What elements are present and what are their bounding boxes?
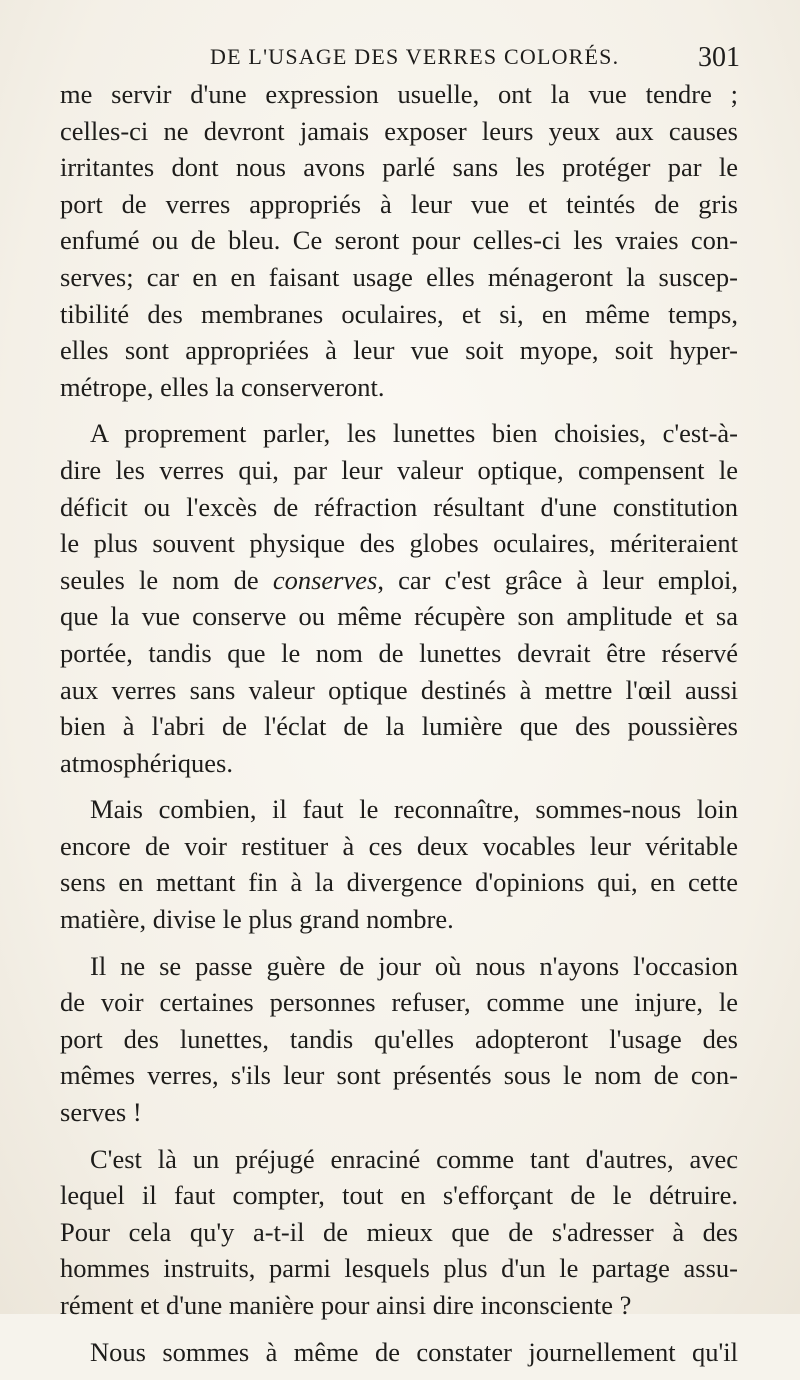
text-line: Nous sommes à même de constater journellement qu'il — [90, 1336, 738, 1367]
paragraph-2 — [60, 415, 738, 781]
italic-term: conserves — [272, 564, 378, 595]
text-line: matière, divise le plus grand nombre. — [60, 904, 454, 935]
text-line: elles sont appropriées à leur vue soit myope, soit hyper- — [60, 335, 738, 366]
text-line-with-italic — [60, 562, 738, 599]
text-line: sens en mettant fin à la divergence d'opinions qui, en cette — [60, 867, 738, 898]
paragraph-1 — [60, 76, 738, 405]
text-line: encore de voir restituer à ces deux vocables leur véritable — [60, 830, 738, 861]
text-line: lequel il faut compter, tout en s'efforçant de le détruire. — [60, 1180, 738, 1211]
text-line: irritantes dont nous avons parlé sans les protéger par le — [60, 152, 738, 183]
paragraph-5 — [60, 1141, 738, 1324]
paragraph-4 — [60, 948, 738, 1131]
text-fragment: seules le nom de — [60, 564, 259, 595]
text-line: Mais combien, il faut le reconnaître, sommes-nous loin — [90, 794, 738, 825]
paragraph-3 — [60, 791, 738, 937]
text-line: rément et d'une manière pour ainsi dire inconsciente ? — [60, 1290, 632, 1320]
text-line: serves ! — [60, 1097, 142, 1128]
text-line: de voir certaines personnes refuser, comme une injure, le — [60, 987, 738, 1018]
text-line: mêmes verres, s'ils leur sont présentés sous le nom de con- — [60, 1060, 738, 1091]
text-line: celles-ci ne devront jamais exposer leurs yeux aux causes — [60, 115, 738, 146]
text-fragment: , car c'est grâce à leur emploi, — [377, 564, 738, 595]
text-line: port des lunettes, tandis qu'elles adopteront l'usage des — [60, 1023, 738, 1054]
text-line: me servir d'une expression usuelle, ont la vue tendre ; — [60, 79, 738, 109]
text-line: le plus souvent physique des globes oculaires, mériteraient — [60, 528, 738, 559]
text-line: atmosphériques. — [60, 747, 233, 778]
text-line: portée, tandis que le nom de lunettes devrait être réservé — [60, 637, 738, 668]
running-head — [60, 38, 740, 78]
text-line: A proprement parler, les lunettes bien choisies, c'est-à- — [90, 418, 738, 449]
text-line: hommes instruits, parmi lesquels plus d'un le partage assu- — [60, 1253, 738, 1284]
text-line: C'est là un préjugé enraciné comme tant d'autres, avec — [90, 1143, 738, 1174]
text-line: que la vue conserve ou même récupère son amplitude et sa — [60, 601, 738, 632]
text-line: métrope, elles la conserveront. — [60, 371, 385, 402]
text-line: enfumé ou de bleu. Ce seront pour celles-ci les vraies con- — [60, 225, 738, 256]
text-body — [60, 76, 738, 1380]
text-line: Pour cela qu'y a-t-il de mieux que de s'adresser à des — [60, 1216, 738, 1247]
text-line: tibilité des membranes oculaires, et si, en même temps, — [60, 298, 738, 329]
text-line: bien à l'abri de l'éclat de la lumière que des poussières — [60, 711, 738, 742]
text-line: port de verres appropriés à leur vue et teintés de gris — [60, 188, 738, 219]
paragraph-6 — [60, 1334, 738, 1371]
page-number: 301 — [698, 42, 740, 73]
running-title: DE L'USAGE DES VERRES COLORÉS. — [210, 44, 620, 69]
text-line: déficit ou l'excès de réfraction résultant d'une constitution — [60, 491, 738, 522]
text-line: serves; car en en faisant usage elles ménageront la suscep- — [60, 261, 738, 292]
text-line: dire les verres qui, par leur valeur optique, compensent le — [60, 454, 738, 485]
text-line: aux verres sans valeur optique destinés à mettre l'œil aussi — [60, 674, 738, 705]
text-line: Il ne se passe guère de jour où nous n'ayons l'occasion — [90, 950, 738, 981]
